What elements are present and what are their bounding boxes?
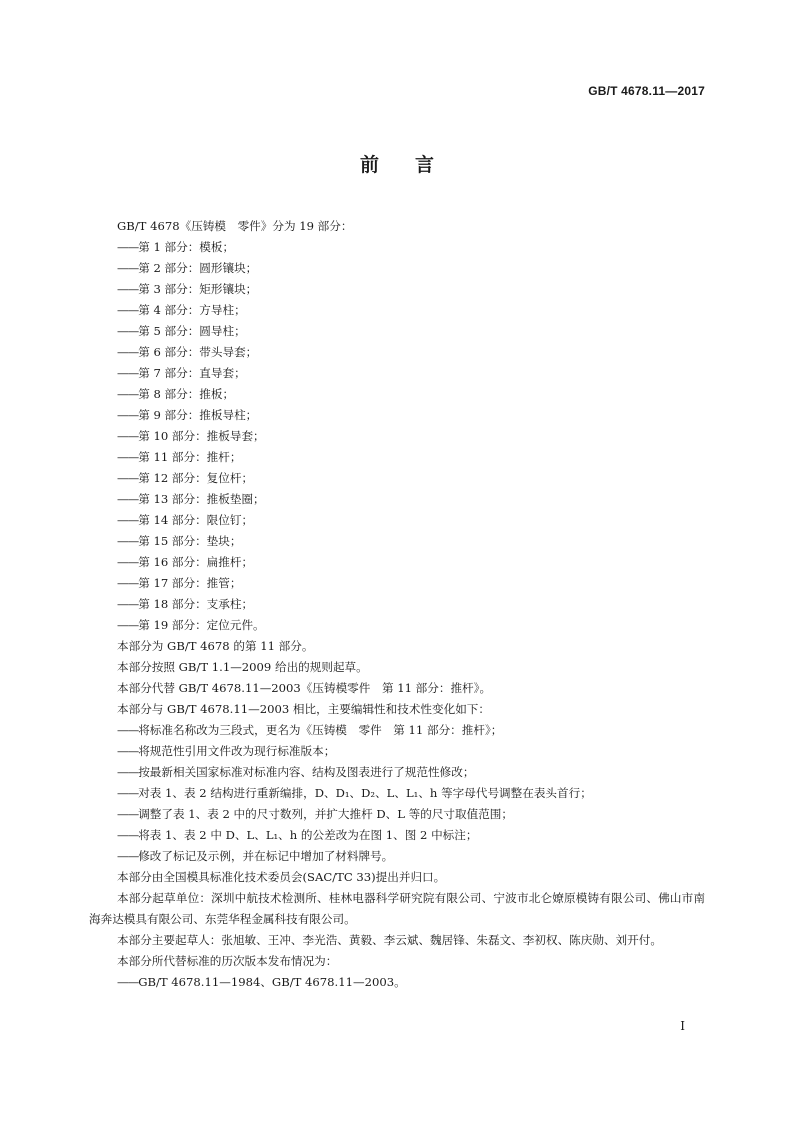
change-list-item-text: 调整了表 1、表 2 中的尺寸数列，并扩大推杆 D、L 等的尺寸取值范围； (138, 807, 513, 821)
part-list-item (89, 405, 705, 426)
dash-mark: —— (117, 303, 139, 317)
dash-mark: —— (117, 597, 139, 611)
part-list-item (89, 363, 705, 384)
history-list (89, 972, 705, 993)
dash-mark: —— (117, 534, 139, 548)
page-title: 前言 (359, 154, 470, 176)
dash-mark: —— (117, 387, 139, 401)
dash-mark: —— (117, 849, 139, 863)
intro-paragraph: GB/T 4678《压铸模 零件》分为 19 部分： (117, 219, 353, 233)
change-list-item (89, 720, 705, 741)
dash-mark: —— (117, 261, 139, 275)
part-list-item-text: 第 15 部分：垫块； (138, 534, 242, 548)
part-list-item (89, 573, 705, 594)
dash-mark: —— (117, 345, 139, 359)
part-list-item-text: 第 2 部分：圆形镶块； (138, 261, 258, 275)
history-list-item (89, 972, 705, 993)
part-list-item-text: 第 10 部分：推板导套； (138, 429, 265, 443)
change-list-item (89, 783, 705, 804)
part-list-item (89, 468, 705, 489)
change-list-item-text: 将规范性引用文件改为现行标准版本； (138, 744, 336, 758)
part-list-item-text: 第 9 部分：推板导柱； (138, 408, 258, 422)
part-list-item-text: 第 6 部分：带头导套； (138, 345, 258, 359)
drafting-rules-paragraph: 本部分按照 GB/T 1.1—2009 给出的规则起草。 (117, 660, 368, 674)
part-list-item-text: 第 14 部分：限位钉； (138, 513, 254, 527)
part-list-item-text: 第 19 部分：定位元件。 (138, 618, 265, 632)
part-list-item (89, 552, 705, 573)
proposed-by-paragraph: 本部分由全国模具标准化技术委员会(SAC/TC 33)提出并归口。 (117, 870, 446, 884)
dash-mark: —— (117, 618, 139, 632)
change-list-item-text: 将标准名称改为三段式，更名为《压铸模 零件 第 11 部分：推杆》； (138, 723, 503, 737)
replaces-paragraph: 本部分代替 GB/T 4678.11—2003《压铸模零件 第 11 部分：推杆》。 (117, 681, 492, 695)
foreword-body (89, 216, 705, 993)
part-list-item-text: 第 12 部分：复位杆； (138, 471, 254, 485)
history-intro-paragraph: 本部分所代替标准的历次版本发布情况为： (117, 954, 338, 968)
part-list-item (89, 594, 705, 615)
changes-list (89, 720, 705, 867)
dash-mark: —— (117, 408, 139, 422)
change-list-item (89, 762, 705, 783)
part-list-item (89, 615, 705, 636)
change-list-item-text: 对表 1、表 2 结构进行重新编排，D、D₁、D₂、L、L₁、h 等字母代号调整在表头首行； (138, 786, 592, 800)
part-list-item (89, 279, 705, 300)
dash-mark: —— (117, 492, 139, 506)
dash-mark: —— (117, 828, 139, 842)
part-list-item (89, 447, 705, 468)
part-list-item (89, 510, 705, 531)
part-list-item (89, 489, 705, 510)
part-list-item-text: 第 17 部分：推管； (138, 576, 242, 590)
dash-mark: —— (117, 555, 139, 569)
standard-number-header: GB/T 4678.11—2017 (588, 84, 705, 98)
part-list-item (89, 258, 705, 279)
dash-mark: —— (117, 429, 139, 443)
part-list-item (89, 384, 705, 405)
dash-mark: —— (117, 723, 139, 737)
changes-intro-paragraph: 本部分与 GB/T 4678.11—2003 相比，主要编辑性和技术性变化如下： (117, 702, 490, 716)
change-list-item-text: 按最新相关国家标准对标准内容、结构及图表进行了规范性修改； (138, 765, 475, 779)
parts-list (89, 237, 705, 636)
dash-mark: —— (117, 366, 139, 380)
part-list-item-text: 第 8 部分：推板； (138, 387, 235, 401)
page-number: I (680, 1019, 685, 1033)
part-list-item-text: 第 13 部分：推板垫圈； (138, 492, 265, 506)
part-list-item (89, 321, 705, 342)
part-list-item-text: 第 4 部分：方导柱； (138, 303, 246, 317)
part-list-item-text: 第 18 部分：支承柱； (138, 597, 254, 611)
dash-mark: —— (117, 765, 139, 779)
part-list-item-text: 第 11 部分：推杆； (138, 450, 242, 464)
history-list-item-text: GB/T 4678.11—1984、GB/T 4678.11—2003。 (138, 975, 406, 989)
part-list-item (89, 237, 705, 258)
change-list-item-text: 修改了标记及示例，并在标记中增加了材料牌号。 (138, 849, 394, 863)
part-list-item (89, 531, 705, 552)
change-list-item (89, 741, 705, 762)
dash-mark: —— (117, 240, 139, 254)
dash-mark: —— (117, 513, 139, 527)
change-list-item-text: 将表 1、表 2 中 D、L、L₁、h 的公差改为在图 1、图 2 中标注； (138, 828, 478, 842)
dash-mark: —— (117, 744, 139, 758)
change-list-item (89, 804, 705, 825)
change-list-item (89, 825, 705, 846)
dash-mark: —— (117, 282, 139, 296)
part-list-item-text: 第 7 部分：直导套； (138, 366, 246, 380)
part-list-item-text: 第 5 部分：圆导柱； (138, 324, 246, 338)
part-list-item-text: 第 3 部分：矩形镶块； (138, 282, 258, 296)
part-list-item-text: 第 16 部分：扁推杆； (138, 555, 254, 569)
this-part-paragraph: 本部分为 GB/T 4678 的第 11 部分。 (117, 639, 314, 653)
change-list-item (89, 846, 705, 867)
part-list-item (89, 342, 705, 363)
dash-mark: —— (117, 975, 139, 989)
dash-mark: —— (117, 786, 139, 800)
dash-mark: —— (117, 807, 139, 821)
dash-mark: —— (117, 324, 139, 338)
dash-mark: —— (117, 450, 139, 464)
drafters-paragraph: 本部分主要起草人：张旭敏、王冲、李光浩、黄毅、李云斌、魏居锋、朱磊文、李初权、陈庆勋、刘开付。 (117, 933, 662, 947)
part-list-item (89, 426, 705, 447)
dash-mark: —— (117, 471, 139, 485)
part-list-item-text: 第 1 部分：模板； (138, 240, 235, 254)
drafting-units-paragraph: 本部分起草单位：深圳中航技术检测所、桂林电器科学研究院有限公司、宁波市北仑嫽原模铸有限公司、佛山市南海奔达模具有限公司、东莞华程金属科技有限公司。 (89, 891, 705, 926)
part-list-item (89, 300, 705, 321)
dash-mark: —— (117, 576, 139, 590)
